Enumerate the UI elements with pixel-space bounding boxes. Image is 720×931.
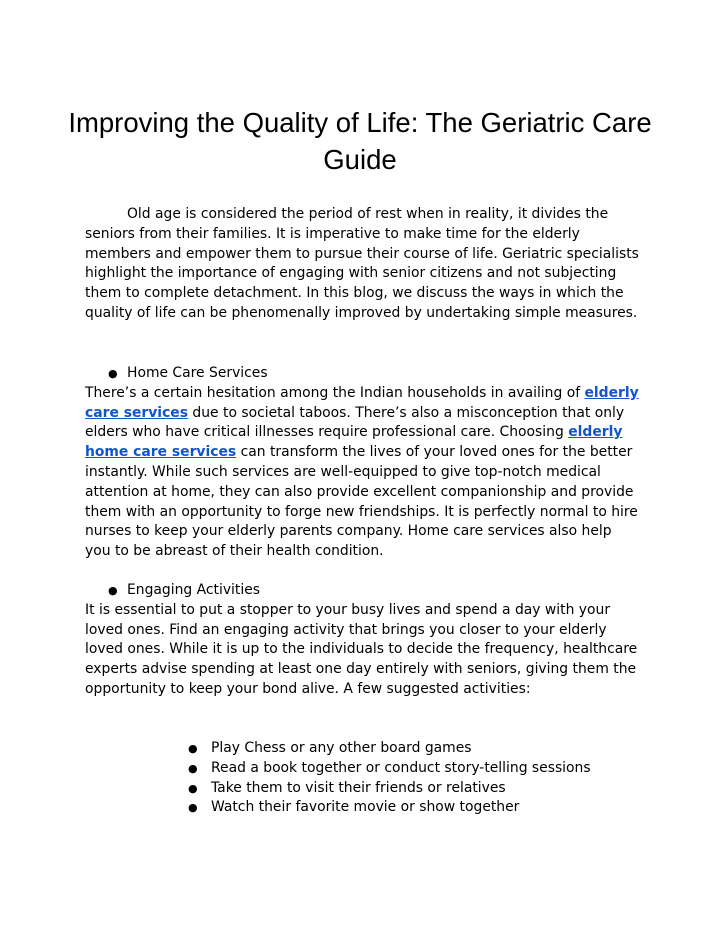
intro-paragraph: Old age is considered the period of rest when in reality, it divides the seniors from their families. It is imperative to make time for the elderly members and empower them to pursue their course of life. Geriatric specialists highlight the importance of engaging with senior citizens and not subjecting them to complete detachment. In this blog, we discuss the ways in which the quality of life can be phenomenally improved by undertaking simple measures. [85,206,639,321]
section-home-care [85,364,641,562]
list-item-label: Take them to visit their friends or relatives [211,779,506,796]
paragraph-text: There’s a certain hesitation among the Indian households in availing of [85,384,585,401]
bullet-icon: ● [188,781,198,795]
list-item [188,739,628,759]
list-item-label: Read a book together or conduct story-telling sessions [211,759,591,776]
bullet-icon: ● [108,367,118,380]
bullet-icon: ● [108,584,118,597]
section-heading-home-care [85,364,641,384]
list-item-label: Play Chess or any other board games [211,740,472,756]
section-paragraph [85,384,641,562]
list-item [188,798,628,818]
bullet-icon: ● [188,761,198,775]
bullet-icon: ● [188,742,198,755]
elderly-care-services-link[interactable]: elderly care services [85,384,639,421]
list-item [188,759,628,779]
section-engaging-activities [85,581,641,700]
activities-list [188,739,628,818]
list-item [188,779,628,799]
section-heading-label: Engaging Activities [127,582,260,598]
document-title: Improving the Quality of Life: The Geriatric Care Guide [68,107,652,175]
bullet-icon: ● [188,801,198,815]
section-paragraph: It is essential to put a stopper to your busy lives and spend a day with your loved ones. Find an engaging activity that brings you closer to your elderly loved ones. While it is up to the individuals to decide the frequency, healthcare experts advise spending at least one day entirely with seniors, giving them the opportunity to keep your bond alive. A few suggested activities: [85,601,638,697]
list-item-label: Watch their favorite movie or show together [211,799,520,816]
paragraph-text: can transform the lives of your loved ones for the better instantly. While such services are well-equipped to give top-notch medical attention at home, they can also provide excellent companionship and provide them with an opportunity to forge new friendships. It is perfectly normal to hire nurses to keep your elderly parents company. Home care services also help you to be abreast of their health condition. [85,444,638,560]
section-heading-label: Home Care Services [127,365,268,381]
section-heading-activities [85,581,641,601]
elderly-home-care-services-link[interactable]: elderly home care services [85,424,623,461]
paragraph-text: due to societal taboos. There’s also a misconception that only elders who have critical illnesses require professional care. Choosing [85,404,625,441]
